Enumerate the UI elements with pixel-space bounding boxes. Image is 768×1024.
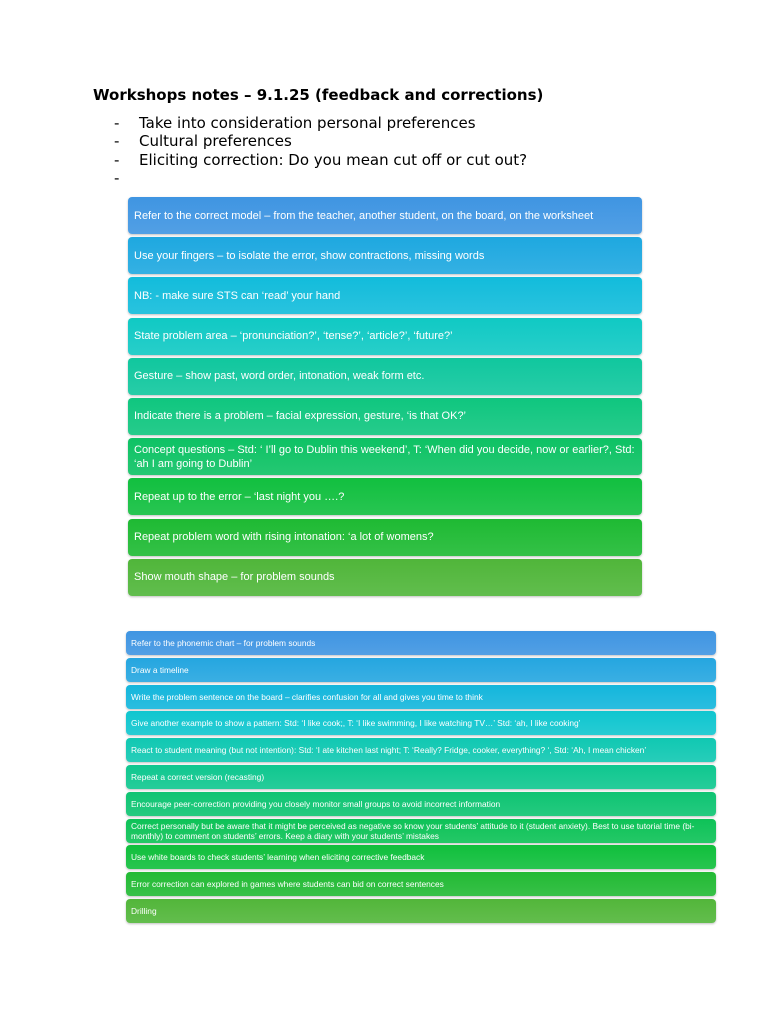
bullet-dash: - — [114, 114, 120, 132]
bullet-item — [114, 151, 527, 169]
bullet-dash: - — [114, 150, 120, 169]
technique-box: Refer to the correct model – from the teacher, another student, on the board, on the worksheet — [128, 197, 642, 234]
bullet-text: Eliciting correction: Do you mean cut off or cut out? — [139, 150, 528, 169]
technique-box: Write the problem sentence on the board – clarifies confusion for all and gives you time to think — [126, 685, 716, 709]
technique-box: Repeat problem word with rising intonation: ‘a lot of womens? — [128, 519, 642, 556]
bullet-list — [114, 114, 527, 188]
bullet-item — [114, 114, 527, 132]
bullet-dash: - — [114, 169, 120, 188]
technique-box: Concept questions – Std: ‘ I’ll go to Dublin this weekend’, T: ‘When did you decide, now or earlier?, Std: ‘ah I am going to Dublin’ — [128, 438, 642, 475]
technique-box: Give another example to show a pattern: Std: ‘I like cook;, T: ‘I like swimming, I like watching TV…’ Std: ‘ah, I like cooking’ — [126, 711, 716, 735]
document-title: Workshops notes – 9.1.25 (feedback and corrections) — [93, 86, 544, 104]
technique-box: Encourage peer-correction providing you closely monitor small groups to avoid incorrect information — [126, 792, 716, 816]
technique-box: Repeat a correct version (recasting) — [126, 765, 716, 789]
technique-box: Refer to the phonemic chart – for problem sounds — [126, 631, 716, 655]
correction-techniques-list-2 — [126, 631, 716, 926]
technique-box: React to student meaning (but not intention): Std: ‘I ate kitchen last night; T: ‘Really? Fridge, cooker, everything? ‘, Std: ‘Ah, I mean chicken’ — [126, 738, 716, 762]
bullet-item — [114, 132, 527, 150]
technique-box: Repeat up to the error – ‘last night you ….? — [128, 478, 642, 515]
bullet-text: Take into consideration personal preferences — [139, 114, 476, 132]
technique-box: Error correction can explored in games where students can bid on correct sentences — [126, 872, 716, 896]
technique-box: Show mouth shape – for problem sounds — [128, 559, 642, 596]
bullet-item — [114, 169, 527, 187]
technique-box: Draw a timeline — [126, 658, 716, 682]
technique-box: State problem area – ‘pronunciation?’, ‘tense?’, ‘article?’, ‘future?’ — [128, 318, 642, 355]
correction-techniques-list-1 — [128, 197, 642, 599]
bullet-text: Cultural preferences — [139, 132, 292, 151]
bullet-dash: - — [114, 132, 120, 151]
technique-box: Indicate there is a problem – facial expression, gesture, ‘is that OK?’ — [128, 398, 642, 435]
technique-box: Use white boards to check students’ learning when eliciting corrective feedback — [126, 845, 716, 869]
technique-box: NB: - make sure STS can ‘read’ your hand — [128, 277, 642, 314]
technique-box: Drilling — [126, 899, 716, 923]
technique-box: Gesture – show past, word order, intonation, weak form etc. — [128, 358, 642, 395]
technique-box: Correct personally but be aware that it might be perceived as negative so know your students’ attitude to it (student anxiety). Best to use tutorial time (bi-monthly) to comment on students’ errors. Keep a diary with your students’ mistakes — [126, 819, 716, 843]
technique-box: Use your fingers – to isolate the error, show contractions, missing words — [128, 237, 642, 274]
